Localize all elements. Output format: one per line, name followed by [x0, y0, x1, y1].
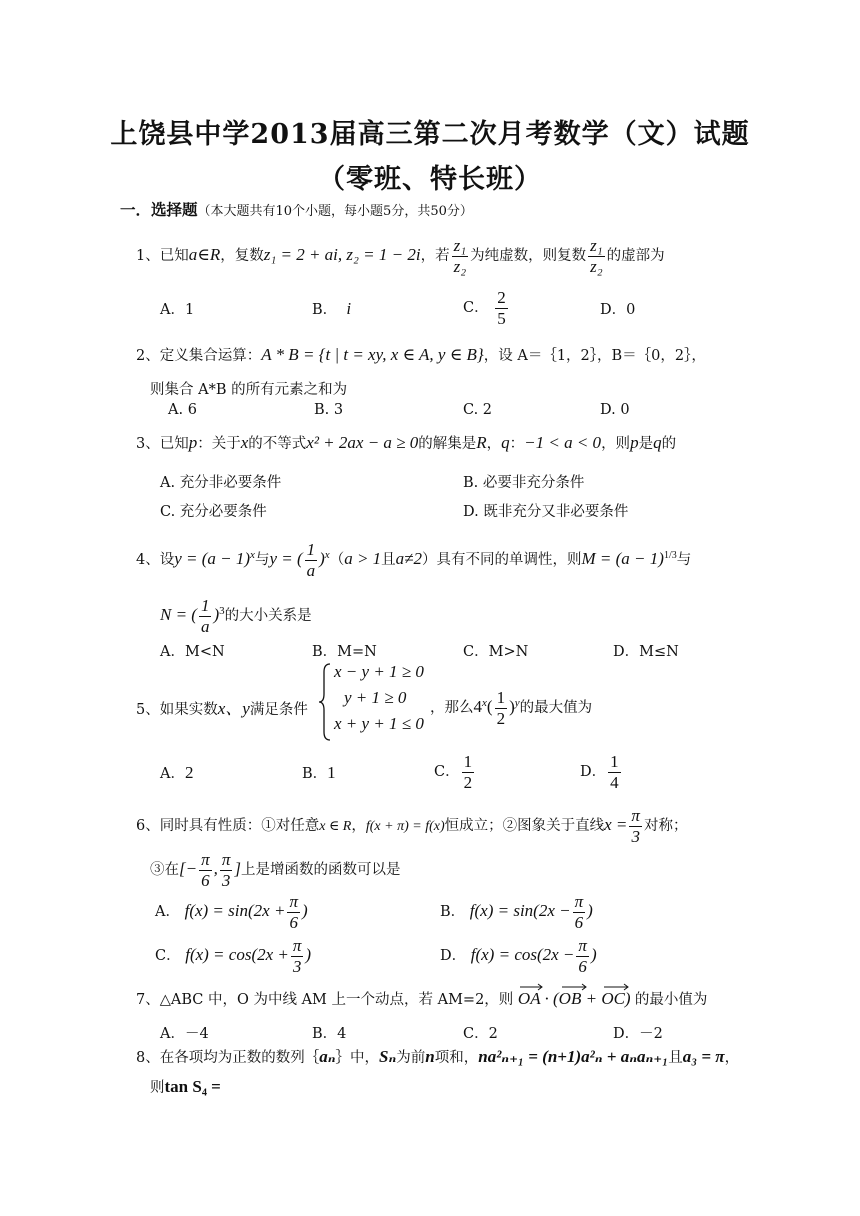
q1-text: ，复数	[220, 248, 264, 265]
q5-option-d: D． $\frac{1}{4}$	[580, 752, 619, 792]
q3-inequality: x² + 2ax − a ≥ 0	[306, 433, 419, 452]
q2-option-d: D. 0	[600, 402, 630, 418]
page-subtitle: （零班、特长班）	[318, 164, 542, 195]
q8-recurrence: na²ₙ₊₁ = (n+1)a²ₙ + aₙaₙ₊₁	[478, 1047, 669, 1066]
q3-option-c: C. 充分必要条件	[160, 504, 267, 520]
question-2-line2: 则集合 A*B 的所有元素之和为	[150, 382, 348, 398]
q5-option-b: B．1	[302, 763, 336, 782]
question-5-tail: ，那么4$^x$( $\frac{1}{2}$ )$^y$的最大值为	[430, 688, 593, 728]
question-4: 4、设$y = (a - 1)^x$与y = ( $\frac{1}{a}$ )$^x$（a > 1且a≠2）具有不同的单调性，则$M = (a - 1)^{1/3}$与	[136, 540, 692, 580]
q5-constraint: x − y + 1 ≥ 0	[334, 662, 424, 681]
question-6: 6、同时具有性质：①对任意x ∈ R，f(x + π) = f(x)恒成立；②图象关于直线x = $\frac{\pi}{3}$ 对称；	[136, 806, 688, 846]
q4-option-b: B．M=N	[312, 644, 377, 660]
q6-option-b: B． f(x) = sin(2x − $\frac{\pi}{6}$ )	[440, 892, 593, 932]
left-brace-icon	[318, 662, 332, 742]
section-header	[120, 198, 473, 220]
q3-option-d: D. 既非充分又非必要条件	[463, 504, 629, 520]
question-8-line2: 则tan S₄ =	[150, 1077, 221, 1096]
q7-option-a: A．－4	[160, 1026, 209, 1042]
q1-text: ，若	[420, 248, 450, 265]
section-note: （本大题共有10个小题，每小题5分，共50分）	[197, 204, 473, 219]
q2-option-c: C. 2	[463, 402, 493, 418]
q7-option-b: B．4	[312, 1026, 347, 1042]
q4-option-a: A．M<N	[160, 644, 225, 660]
section-label: 一．选择题	[120, 200, 198, 219]
q6-option-c: C． f(x) = cos(2x + $\frac{\pi}{3}$ )	[155, 936, 312, 976]
question-6-line2: ③在[− $\frac{\pi}{6}$ , $\frac{\pi}{3}$ ]上是增函数的函数可以是	[150, 850, 401, 890]
q4-option-d: D．M≤N	[613, 644, 679, 660]
q5-option-c: C． $\frac{1}{2}$	[434, 752, 473, 792]
q2-option-b: B. 3	[314, 402, 344, 418]
q5-constraint: y + 1 ≥ 0	[344, 688, 407, 707]
q1-option-a: A．1	[160, 302, 195, 318]
q3-option-b: B. 必要非充分条件	[463, 475, 585, 491]
q1-option-c: C． $\frac{2}{5}$	[463, 288, 506, 328]
page-title: 上饶县中学2013届高三第二次月考数学（文）试题	[110, 119, 750, 150]
question-7: 7、△ABC 中，O 为中线 AM 上一个动点，若 AM=2，则 OA · (OB + OC) 的最小值为	[136, 988, 707, 1009]
q1-text: 1、已知	[136, 248, 189, 265]
q1-option-d: D．0	[600, 302, 636, 318]
q5-constraint-system	[318, 662, 438, 742]
q1-expr: z₁ = 2 + ai, z₂ = 1 − 2i	[263, 245, 421, 265]
q6-option-d: D． f(x) = cos(2x − $\frac{\pi}{6}$ )	[440, 936, 597, 976]
q7-vector-expr: OA · (OB + OC)	[518, 989, 635, 1008]
q1-cond: a∈R	[188, 245, 221, 265]
q7-option-c: C．2	[463, 1026, 498, 1042]
question-5: 5、如果实数x、y满足条件	[136, 699, 308, 718]
q2-option-a: A. 6	[168, 402, 197, 418]
q7-option-d: D．－2	[613, 1026, 663, 1042]
q1-text: 为纯虚数，则复数	[470, 248, 587, 265]
q6-option-a: A． f(x) = sin(2x + $\frac{\pi}{6}$ )	[155, 892, 308, 932]
q5-option-a: A．2	[160, 763, 194, 782]
q1-option-b: B． i	[312, 299, 352, 318]
q1-text: 的虚部为	[606, 248, 665, 265]
q1-fraction: $\frac{\text{z₁}}{\text{z₂}}$	[453, 236, 467, 276]
q4-option-c: C．M>N	[463, 644, 529, 660]
q1-fraction: $\frac{\text{z₁}}{\text{z₂}}$	[590, 236, 603, 276]
question-3: 3、已知p：关于x的不等式x² + 2ax − a ≥ 0的解集是R，q：−1 < a < 0，则p是q的	[136, 433, 677, 452]
question-8: 8、在各项均为正数的数列｛aₙ｝中，Sₙ为前n项和，na²ₙ₊₁ = (n+1)a²ₙ + aₙaₙ₊₁且a₃ = π，	[136, 1047, 740, 1066]
q2-expr: A * B = {t | t = xy, x ∈ A, y ∈ B}	[261, 345, 484, 364]
question-4-line2: N = ( $\frac{1}{a}$ )$^3$的大小关系是	[160, 596, 312, 636]
question-2: 2、定义集合运算：A * B = {t | t = xy, x ∈ A, y ∈ B}，设 A＝｛1，2｝，B＝｛0，2｝，	[136, 345, 706, 364]
q5-constraint: x + y + 1 ≤ 0	[334, 714, 424, 733]
question-1	[136, 236, 665, 276]
q3-option-a: A. 充分非必要条件	[160, 475, 282, 491]
vector-arrow-icon	[518, 983, 658, 991]
